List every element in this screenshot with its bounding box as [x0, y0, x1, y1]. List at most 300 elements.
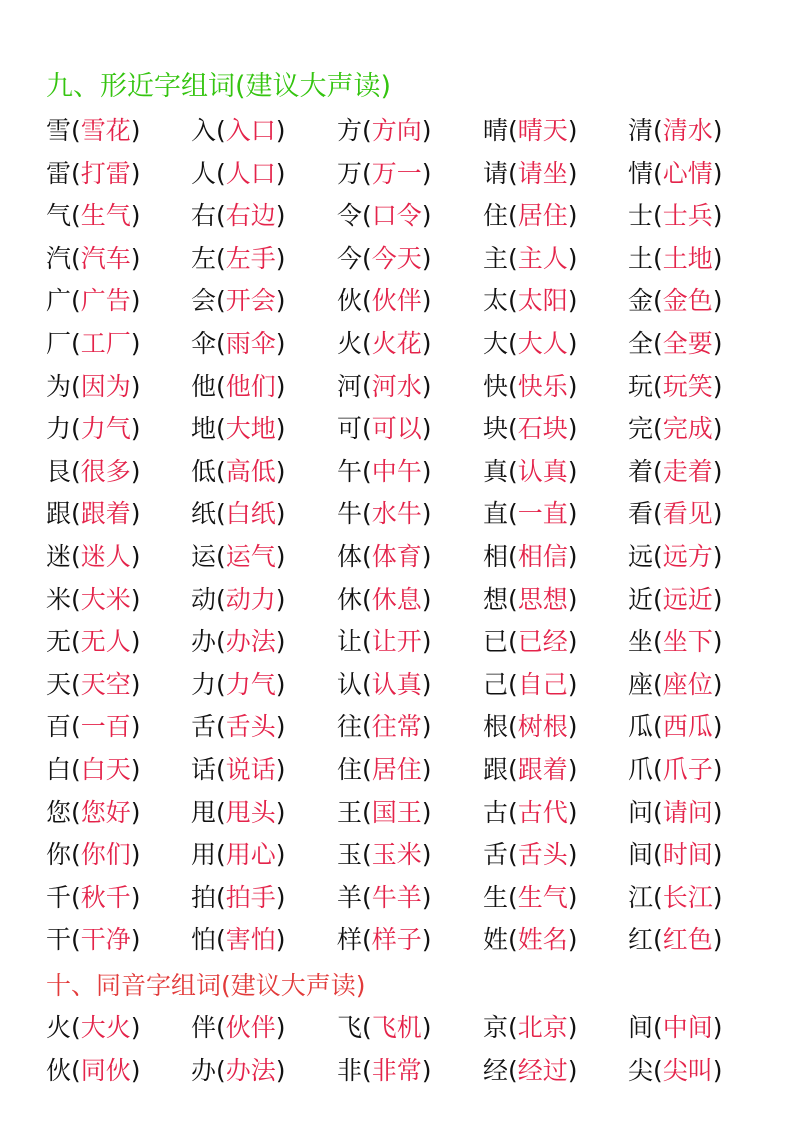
- word-entry: [191, 706, 286, 748]
- close-paren: ): [130, 840, 141, 870]
- word-entry: [191, 621, 286, 663]
- open-paren: (: [216, 201, 226, 231]
- word-entry: [337, 451, 432, 493]
- character: 请: [483, 158, 509, 188]
- word-entry: [483, 664, 578, 706]
- close-paren: ): [712, 584, 723, 614]
- open-paren: (: [71, 669, 81, 699]
- close-paren: ): [130, 243, 141, 273]
- compound-word: 办法: [225, 1055, 276, 1085]
- word-entry: [337, 1007, 432, 1049]
- compound-word: 汽车: [80, 243, 131, 273]
- open-paren: (: [508, 840, 518, 870]
- open-paren: (: [508, 201, 518, 231]
- word-entry: [628, 621, 723, 663]
- close-paren: ): [130, 1013, 141, 1042]
- open-paren: (: [71, 754, 81, 784]
- character: 伴: [191, 1013, 217, 1042]
- compound-word: 跟着: [80, 499, 131, 529]
- open-paren: (: [362, 669, 372, 699]
- section-title-similar-characters: 九、形近字组词(建议大声读): [46, 71, 392, 102]
- close-paren: ): [567, 627, 578, 657]
- close-paren: ): [275, 882, 286, 912]
- word-entry: [46, 1007, 141, 1049]
- word-row: [0, 366, 793, 409]
- open-paren: (: [653, 243, 663, 273]
- word-entry: [337, 493, 432, 535]
- close-paren: ): [421, 669, 432, 699]
- open-paren: (: [653, 414, 663, 444]
- word-entry: [337, 195, 432, 237]
- character: 甩: [191, 797, 217, 827]
- word-entry: [483, 792, 578, 834]
- word-entry: [46, 706, 141, 748]
- compound-word: 大地: [225, 414, 276, 444]
- compound-word: 主人: [517, 243, 568, 273]
- word-entry: [191, 579, 286, 621]
- word-entry: [628, 664, 723, 706]
- character: 非: [337, 1055, 363, 1085]
- close-paren: ): [421, 797, 432, 827]
- compound-word: 体育: [371, 541, 422, 571]
- close-paren: ): [275, 541, 286, 571]
- character: 河: [337, 371, 363, 401]
- word-row: [0, 664, 793, 707]
- word-entry: [628, 408, 723, 450]
- open-paren: (: [653, 499, 663, 529]
- character: 千: [46, 882, 72, 912]
- close-paren: ): [275, 158, 286, 188]
- close-paren: ): [567, 541, 578, 571]
- character: 火: [337, 328, 363, 358]
- word-entry: [46, 408, 141, 450]
- character: 怕: [191, 925, 217, 955]
- word-entry: [483, 877, 578, 919]
- compound-word: 人口: [225, 158, 276, 188]
- character: 问: [628, 797, 654, 827]
- compound-word: 认真: [371, 669, 422, 699]
- compound-word: 工厂: [80, 328, 131, 358]
- open-paren: (: [216, 754, 226, 784]
- open-paren: (: [216, 499, 226, 529]
- open-paren: (: [653, 1013, 663, 1042]
- open-paren: (: [508, 456, 518, 486]
- compound-word: 方向: [371, 116, 422, 145]
- close-paren: ): [712, 797, 723, 827]
- open-paren: (: [508, 414, 518, 444]
- compound-word: 伙伴: [225, 1013, 276, 1042]
- close-paren: ): [275, 584, 286, 614]
- open-paren: (: [71, 541, 81, 571]
- word-entry: [337, 536, 432, 578]
- close-paren: ): [421, 1013, 432, 1042]
- word-row: [0, 579, 793, 622]
- close-paren: ): [421, 712, 432, 742]
- character: 动: [191, 584, 217, 614]
- word-entry: [46, 366, 141, 408]
- open-paren: (: [653, 797, 663, 827]
- open-paren: (: [71, 1055, 81, 1085]
- character: 方: [337, 116, 363, 145]
- word-entry: [191, 110, 286, 152]
- compound-word: 大火: [80, 1013, 131, 1042]
- character: 汽: [46, 243, 72, 273]
- close-paren: ): [567, 669, 578, 699]
- character: 用: [191, 840, 217, 870]
- character: 清: [628, 116, 654, 145]
- close-paren: ): [712, 541, 723, 571]
- close-paren: ): [712, 925, 723, 955]
- open-paren: (: [508, 797, 518, 827]
- character: 气: [46, 201, 72, 231]
- close-paren: ): [421, 286, 432, 316]
- character: 天: [46, 669, 72, 699]
- close-paren: ): [130, 925, 141, 955]
- word-entry: [628, 1050, 723, 1092]
- word-entry: [628, 919, 723, 961]
- open-paren: (: [508, 328, 518, 358]
- open-paren: (: [216, 712, 226, 742]
- compound-word: 看见: [662, 499, 713, 529]
- compound-word: 坐下: [662, 627, 713, 657]
- character: 玉: [337, 840, 363, 870]
- close-paren: ): [712, 116, 723, 145]
- open-paren: (: [71, 797, 81, 827]
- character: 江: [628, 882, 654, 912]
- open-paren: (: [216, 584, 226, 614]
- section-title-homophones: 十、同音字组词(建议大声读): [46, 971, 366, 1000]
- compound-word: 迷人: [80, 541, 131, 571]
- word-entry: [191, 1007, 286, 1049]
- close-paren: ): [275, 328, 286, 358]
- close-paren: ): [567, 882, 578, 912]
- compound-word: 自己: [517, 669, 568, 699]
- close-paren: ): [567, 201, 578, 231]
- compound-word: 爪子: [662, 754, 713, 784]
- open-paren: (: [216, 1013, 226, 1042]
- word-entry: [483, 1050, 578, 1092]
- compound-word: 样子: [371, 925, 422, 955]
- character: 他: [191, 371, 217, 401]
- open-paren: (: [362, 541, 372, 571]
- compound-word: 飞机: [371, 1013, 422, 1042]
- character: 快: [483, 371, 509, 401]
- word-entry: [191, 493, 286, 535]
- close-paren: ): [421, 840, 432, 870]
- open-paren: (: [508, 286, 518, 316]
- word-entry: [628, 536, 723, 578]
- word-row: [0, 792, 793, 835]
- character: 会: [191, 286, 217, 316]
- close-paren: ): [567, 1055, 578, 1085]
- word-entry: [483, 493, 578, 535]
- character: 间: [628, 1013, 654, 1042]
- compound-word: 请问: [662, 797, 713, 827]
- open-paren: (: [71, 1013, 81, 1042]
- open-paren: (: [508, 925, 518, 955]
- character: 雷: [46, 158, 72, 188]
- close-paren: ): [275, 797, 286, 827]
- character: 舌: [483, 840, 509, 870]
- character: 米: [46, 584, 72, 614]
- close-paren: ): [275, 1013, 286, 1042]
- close-paren: ): [130, 882, 141, 912]
- word-entry: [483, 919, 578, 961]
- compound-word: 生气: [80, 201, 131, 231]
- close-paren: ): [712, 414, 723, 444]
- character: 京: [483, 1013, 509, 1042]
- open-paren: (: [71, 286, 81, 316]
- word-entry: [337, 366, 432, 408]
- close-paren: ): [130, 328, 141, 358]
- compound-word: 大米: [80, 584, 131, 614]
- compound-word: 雨伞: [225, 328, 276, 358]
- open-paren: (: [362, 371, 372, 401]
- word-entry: [191, 153, 286, 195]
- close-paren: ): [130, 754, 141, 784]
- character: 看: [628, 499, 654, 529]
- character: 晴: [483, 116, 509, 145]
- open-paren: (: [71, 116, 81, 145]
- compound-word: 思想: [517, 584, 568, 614]
- open-paren: (: [653, 116, 663, 145]
- open-paren: (: [362, 456, 372, 486]
- word-row: [0, 280, 793, 323]
- compound-word: 白纸: [225, 499, 276, 529]
- compound-word: 北京: [517, 1013, 568, 1042]
- word-entry: [337, 110, 432, 152]
- character: 左: [191, 243, 217, 273]
- word-entry: [191, 664, 286, 706]
- character: 白: [46, 754, 72, 784]
- close-paren: ): [567, 116, 578, 145]
- word-entry: [483, 451, 578, 493]
- compound-word: 居住: [371, 754, 422, 784]
- compound-word: 力气: [80, 414, 131, 444]
- close-paren: ): [567, 243, 578, 273]
- character: 让: [337, 627, 363, 657]
- close-paren: ): [275, 669, 286, 699]
- open-paren: (: [508, 712, 518, 742]
- character: 厂: [46, 328, 72, 358]
- word-entry: [46, 451, 141, 493]
- word-entry: [337, 621, 432, 663]
- open-paren: (: [71, 925, 81, 955]
- compound-word: 居住: [517, 201, 568, 231]
- open-paren: (: [362, 1013, 372, 1042]
- word-entry: [628, 1007, 723, 1049]
- compound-word: 玉米: [371, 840, 422, 870]
- compound-word: 舌头: [517, 840, 568, 870]
- word-entry: [191, 451, 286, 493]
- word-row: [0, 536, 793, 579]
- open-paren: (: [216, 328, 226, 358]
- compound-word: 他们: [225, 371, 276, 401]
- character: 近: [628, 584, 654, 614]
- close-paren: ): [130, 797, 141, 827]
- word-entry: [46, 536, 141, 578]
- open-paren: (: [71, 158, 81, 188]
- close-paren: ): [567, 797, 578, 827]
- similar-characters-grid: [0, 110, 793, 962]
- character: 广: [46, 286, 72, 316]
- character: 爪: [628, 754, 654, 784]
- word-entry: [46, 621, 141, 663]
- character: 万: [337, 158, 363, 188]
- word-entry: [337, 238, 432, 280]
- open-paren: (: [71, 201, 81, 231]
- word-entry: [191, 408, 286, 450]
- open-paren: (: [508, 1055, 518, 1085]
- word-entry: [628, 706, 723, 748]
- compound-word: 尖叫: [662, 1055, 713, 1085]
- compound-word: 生气: [517, 882, 568, 912]
- compound-word: 一百: [80, 712, 131, 742]
- compound-word: 拍手: [225, 882, 276, 912]
- character: 可: [337, 414, 363, 444]
- close-paren: ): [712, 712, 723, 742]
- word-entry: [191, 536, 286, 578]
- compound-word: 红色: [662, 925, 713, 955]
- open-paren: (: [216, 925, 226, 955]
- character: 住: [337, 754, 363, 784]
- character: 右: [191, 201, 217, 231]
- word-row: [0, 834, 793, 877]
- open-paren: (: [653, 627, 663, 657]
- compound-word: 远方: [662, 541, 713, 571]
- open-paren: (: [216, 456, 226, 486]
- word-entry: [483, 110, 578, 152]
- word-row: [0, 323, 793, 366]
- compound-word: 古代: [517, 797, 568, 827]
- open-paren: (: [362, 116, 372, 145]
- close-paren: ): [421, 925, 432, 955]
- word-entry: [191, 195, 286, 237]
- compound-word: 雪花: [80, 116, 131, 145]
- character: 牛: [337, 499, 363, 529]
- word-row: [0, 706, 793, 749]
- open-paren: (: [508, 371, 518, 401]
- close-paren: ): [130, 669, 141, 699]
- close-paren: ): [275, 116, 286, 145]
- close-paren: ): [421, 243, 432, 273]
- word-entry: [628, 153, 723, 195]
- character: 伞: [191, 328, 217, 358]
- close-paren: ): [275, 286, 286, 316]
- word-entry: [628, 110, 723, 152]
- word-row: [0, 493, 793, 536]
- word-entry: [191, 323, 286, 365]
- compound-word: 完成: [662, 414, 713, 444]
- compound-word: 西瓜: [662, 712, 713, 742]
- open-paren: (: [653, 328, 663, 358]
- word-entry: [46, 238, 141, 280]
- word-entry: [191, 238, 286, 280]
- compound-word: 入口: [225, 116, 276, 145]
- compound-word: 办法: [225, 627, 276, 657]
- compound-word: 往常: [371, 712, 422, 742]
- compound-word: 万一: [371, 158, 422, 188]
- open-paren: (: [216, 840, 226, 870]
- character: 话: [191, 754, 217, 784]
- word-row: [0, 238, 793, 281]
- word-entry: [628, 749, 723, 791]
- compound-word: 快乐: [517, 371, 568, 401]
- close-paren: ): [275, 414, 286, 444]
- close-paren: ): [130, 414, 141, 444]
- word-entry: [46, 877, 141, 919]
- character: 相: [483, 541, 509, 571]
- open-paren: (: [653, 541, 663, 571]
- compound-word: 今天: [371, 243, 422, 273]
- character: 想: [483, 584, 509, 614]
- word-entry: [483, 280, 578, 322]
- character: 你: [46, 840, 72, 870]
- close-paren: ): [275, 712, 286, 742]
- open-paren: (: [653, 201, 663, 231]
- character: 拍: [191, 882, 217, 912]
- open-paren: (: [71, 584, 81, 614]
- compound-word: 姓名: [517, 925, 568, 955]
- open-paren: (: [71, 840, 81, 870]
- open-paren: (: [71, 243, 81, 273]
- character: 全: [628, 328, 654, 358]
- character: 跟: [483, 754, 509, 784]
- compound-word: 树根: [517, 712, 568, 742]
- open-paren: (: [71, 712, 81, 742]
- compound-word: 休息: [371, 584, 422, 614]
- open-paren: (: [508, 754, 518, 784]
- compound-word: 伙伴: [371, 286, 422, 316]
- character: 无: [46, 627, 72, 657]
- close-paren: ): [275, 754, 286, 784]
- close-paren: ): [421, 456, 432, 486]
- character: 经: [483, 1055, 509, 1085]
- word-entry: [337, 579, 432, 621]
- character: 跟: [46, 499, 72, 529]
- character: 舌: [191, 712, 217, 742]
- close-paren: ): [421, 158, 432, 188]
- word-entry: [628, 366, 723, 408]
- close-paren: ): [130, 627, 141, 657]
- open-paren: (: [362, 158, 372, 188]
- word-entry: [483, 749, 578, 791]
- open-paren: (: [653, 371, 663, 401]
- character: 火: [46, 1013, 72, 1042]
- word-entry: [337, 153, 432, 195]
- compound-word: 右边: [225, 201, 276, 231]
- character: 伙: [46, 1055, 72, 1085]
- compound-word: 可以: [371, 414, 422, 444]
- close-paren: ): [130, 201, 141, 231]
- word-entry: [628, 238, 723, 280]
- compound-word: 土地: [662, 243, 713, 273]
- compound-word: 打雷: [80, 158, 131, 188]
- word-entry: [628, 451, 723, 493]
- compound-word: 秋千: [80, 882, 131, 912]
- character: 雪: [46, 116, 72, 145]
- close-paren: ): [130, 499, 141, 529]
- close-paren: ): [275, 499, 286, 529]
- close-paren: ): [567, 371, 578, 401]
- open-paren: (: [362, 925, 372, 955]
- open-paren: (: [216, 414, 226, 444]
- open-paren: (: [216, 797, 226, 827]
- character: 古: [483, 797, 509, 827]
- compound-word: 清水: [662, 116, 713, 145]
- close-paren: ): [421, 328, 432, 358]
- open-paren: (: [71, 371, 81, 401]
